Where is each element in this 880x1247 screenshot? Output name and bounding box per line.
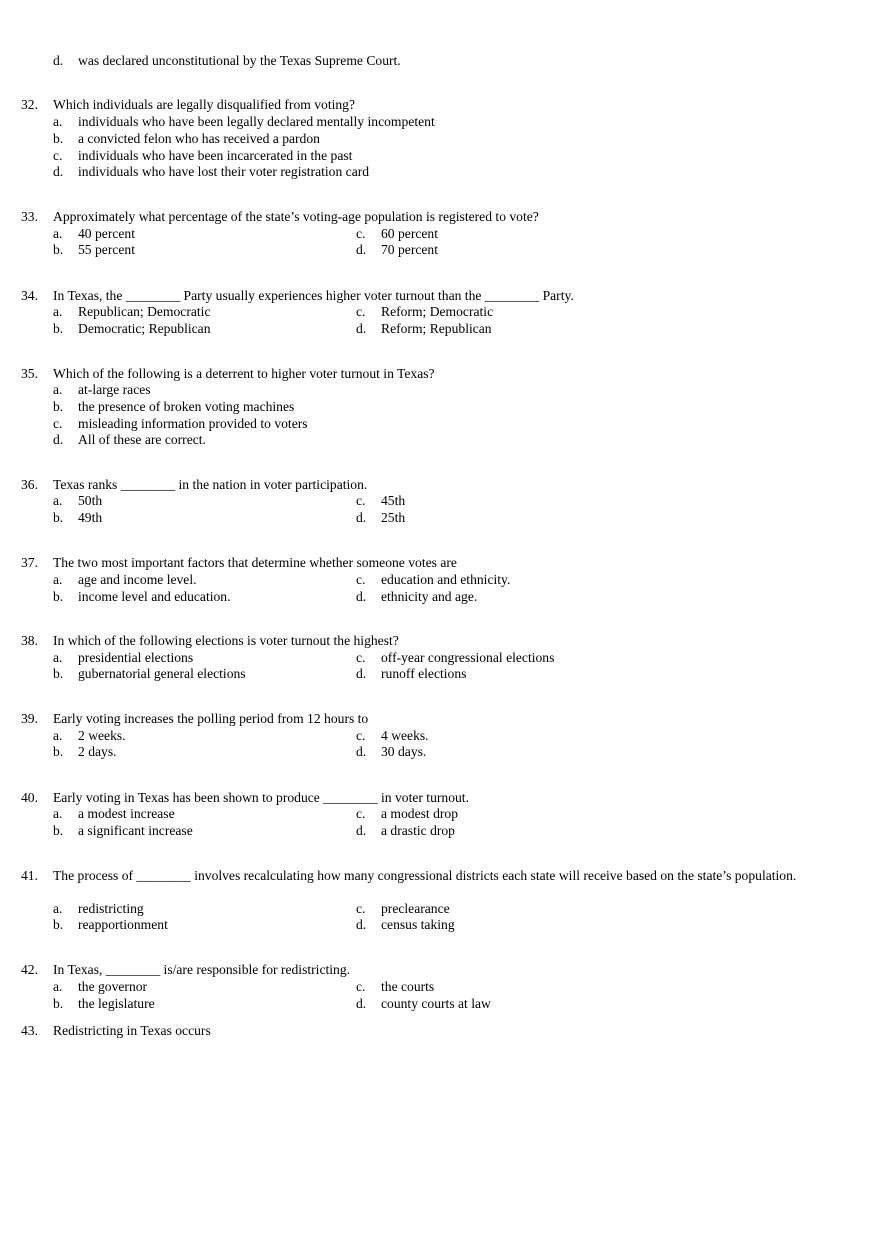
option-text: a convicted felon who has received a pardon (78, 131, 320, 146)
option-letter: d. (356, 823, 367, 838)
option-text: 25th (381, 510, 406, 525)
option-letter: d. (356, 744, 367, 759)
option-text: 55 percent (78, 242, 135, 257)
question-number: 32. (21, 97, 38, 112)
question-number: 40. (21, 790, 38, 805)
question-stem: In which of the following elections is voter turnout the highest? (53, 633, 399, 648)
option-letter: c. (356, 901, 366, 916)
question-stem: Redistricting in Texas occurs (53, 1023, 211, 1038)
question-stem: Texas ranks ________ in the nation in voter participation. (53, 477, 368, 492)
option-letter: b. (53, 666, 64, 681)
option-text: 40 percent (78, 226, 135, 241)
option-letter: c. (356, 728, 366, 743)
option-letter: c. (53, 416, 63, 431)
option-text: ethnicity and age. (381, 589, 478, 604)
option-text: 30 days. (381, 744, 427, 759)
question-number: 43. (21, 1023, 38, 1038)
option-letter: a. (53, 979, 63, 994)
option-text: Democratic; Republican (78, 321, 211, 336)
option-text: off-year congressional elections (381, 650, 555, 665)
option-letter: a. (53, 728, 63, 743)
question-number: 39. (21, 711, 38, 726)
option-text: 4 weeks. (381, 728, 429, 743)
option-letter: b. (53, 321, 64, 336)
option-text: county courts at law (381, 996, 491, 1011)
option-text: age and income level. (78, 572, 197, 587)
option-letter: b. (53, 996, 64, 1011)
option-text: the governor (78, 979, 148, 994)
question-stem: Early voting in Texas has been shown to produce ________ in voter turnout. (53, 790, 469, 805)
question-stem: In Texas, the ________ Party usually experiences higher voter turnout than the ________ Party. (53, 288, 574, 303)
question-number: 42. (21, 962, 38, 977)
option-text: Republican; Democratic (78, 304, 211, 319)
option-letter: a. (53, 493, 63, 508)
option-text: preclearance (381, 901, 450, 916)
question-stem: Approximately what percentage of the state’s voting-age population is registered to vote? (53, 209, 539, 224)
option-text: a drastic drop (381, 823, 455, 838)
option-letter: b. (53, 399, 64, 414)
option-text: income level and education. (78, 589, 231, 604)
option-letter: a. (53, 114, 63, 129)
option-text: 2 days. (78, 744, 117, 759)
question-number: 37. (21, 555, 38, 570)
option-letter: b. (53, 242, 64, 257)
option-letter: c. (356, 572, 366, 587)
option-letter: d. (356, 321, 367, 336)
question-stem: In Texas, ________ is/are responsible for redistricting. (53, 962, 351, 977)
question-stem: The two most important factors that determine whether someone votes are (53, 555, 457, 570)
option-text: 45th (381, 493, 406, 508)
question-number: 41. (21, 868, 38, 883)
option-letter: d. (356, 996, 367, 1011)
question-number: 33. (21, 209, 38, 224)
question-stem: The process of ________ involves recalculating how many congressional districts each state will receive based on the state’s population. (53, 868, 797, 883)
option-text: a significant increase (78, 823, 193, 838)
option-letter: d. (356, 917, 367, 932)
question-number: 36. (21, 477, 38, 492)
option-letter: c. (356, 304, 366, 319)
option-text: 49th (78, 510, 103, 525)
option-text: 60 percent (381, 226, 438, 241)
option-text: census taking (381, 917, 455, 932)
option-text: individuals who have been incarcerated in the past (78, 148, 353, 163)
option-text: misleading information provided to voters (78, 416, 308, 431)
option-letter: b. (53, 131, 64, 146)
option-letter: c. (356, 226, 366, 241)
option-text: was declared unconstitutional by the Texas Supreme Court. (78, 53, 401, 68)
option-letter: c. (356, 979, 366, 994)
option-text: gubernatorial general elections (78, 666, 246, 681)
option-text: Reform; Republican (381, 321, 492, 336)
option-letter: d. (356, 589, 367, 604)
option-text: at-large races (78, 382, 151, 397)
option-text: the presence of broken voting machines (78, 399, 295, 414)
option-letter: d. (53, 53, 64, 68)
option-letter: a. (53, 806, 63, 821)
option-letter: d. (356, 666, 367, 681)
question-number: 34. (21, 288, 38, 303)
option-text: individuals who have lost their voter registration card (78, 164, 370, 179)
option-text: a modest increase (78, 806, 175, 821)
option-text: 2 weeks. (78, 728, 126, 743)
option-text: the courts (381, 979, 435, 994)
option-letter: b. (53, 744, 64, 759)
option-text: All of these are correct. (78, 432, 206, 447)
option-letter: d. (356, 242, 367, 257)
option-letter: d. (53, 432, 64, 447)
option-text: a modest drop (381, 806, 459, 821)
option-letter: b. (53, 823, 64, 838)
option-letter: b. (53, 917, 64, 932)
option-letter: a. (53, 382, 63, 397)
option-letter: d. (356, 510, 367, 525)
option-text: 50th (78, 493, 103, 508)
option-text: Reform; Democratic (381, 304, 494, 319)
option-text: education and ethnicity. (381, 572, 511, 587)
option-letter: c. (356, 650, 366, 665)
option-letter: a. (53, 901, 63, 916)
option-text: the legislature (78, 996, 155, 1011)
question-number: 38. (21, 633, 38, 648)
option-letter: b. (53, 510, 64, 525)
question-number: 35. (21, 366, 38, 381)
option-text: presidential elections (78, 650, 194, 665)
option-text: 70 percent (381, 242, 438, 257)
option-letter: b. (53, 589, 64, 604)
option-letter: a. (53, 650, 63, 665)
option-text: runoff elections (381, 666, 467, 681)
option-letter: d. (53, 164, 64, 179)
option-text: individuals who have been legally declared mentally incompetent (78, 114, 435, 129)
option-letter: c. (356, 493, 366, 508)
option-letter: a. (53, 304, 63, 319)
option-letter: c. (53, 148, 63, 163)
question-stem: Which of the following is a deterrent to higher voter turnout in Texas? (53, 366, 435, 381)
option-text: reapportionment (78, 917, 168, 932)
option-text: redistricting (78, 901, 144, 916)
option-letter: a. (53, 572, 63, 587)
question-stem: Early voting increases the polling period from 12 hours to (53, 711, 369, 726)
option-letter: c. (356, 806, 366, 821)
question-stem: Which individuals are legally disqualified from voting? (53, 97, 356, 112)
option-letter: a. (53, 226, 63, 241)
